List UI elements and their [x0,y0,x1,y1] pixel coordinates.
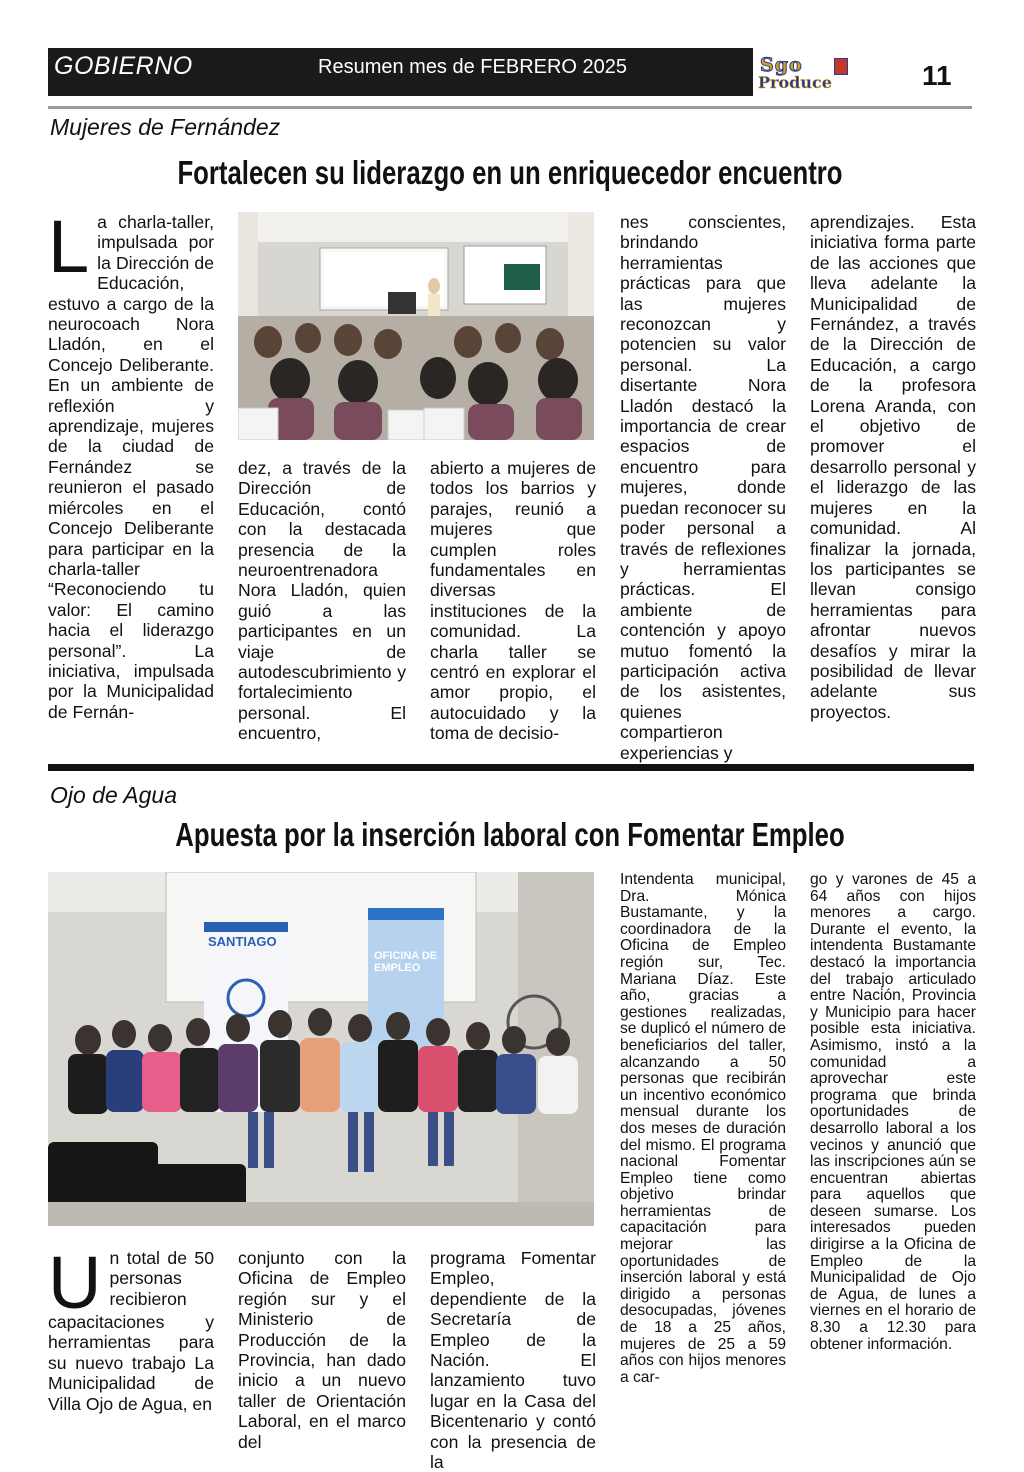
article2-column-5: go y varones de 45 a 64 años con hijos menores a cargo. Durante el evento, la intendenta Bustamante destacó la importancia del trabajo articulado entre Nación, Provincia y Municipio para hacer posible esta iniciativa. Asimismo, instó a la comunidad a aprovechar este programa que brinda oportunidades de desarrollo laboral a los vecinos y anunció que las inscripciones aún se encuentran abiertas para aquellos que deseen sumarse. Los interesados pueden dirigirse a la Oficina de Empleo de la Municipalidad de Ojo de Agua, de lunes a viernes en el horario de 8.30 a 12.30 para obtener información. [810,871,976,1353]
logo-flag-icon [834,58,848,75]
section-divider [48,764,974,771]
article1-drop-cap: L [48,205,90,288]
article1-col1-text: a charla-taller, impulsada por la Dirección de Educación, estuvo a cargo de la neurocoach Nora Lladón, en el Concejo Deliberante. En un ambiente de reflexión y aprendizaje, mujeres de la ciudad de Fernández se reunieron el pasado miércoles en el Concejo Deliberante para participar en la charla-taller “Reconociendo tu valor: El camino hacia el liderazgo personal”. La iniciativa, impulsada por la Municipalidad de Fernán- [48,212,214,722]
header-subtitle: Resumen mes de FEBRERO 2025 [318,56,628,78]
article2-kicker: Ojo de Agua [50,782,178,808]
article2-headline: Apuesta por la inserción laboral con Fomentar Empleo [175,816,845,853]
page-number: 11 [922,60,952,91]
banner-oficina-text: OFICINA DE EMPLEO [374,950,438,974]
article1-photo [238,212,594,440]
article1-column-5: aprendizajes. Esta iniciativa forma parte de las acciones que lleva adelante la Municipalidad de Fernández, a través de la Dirección de Educación, a cargo de la profesora Lorena Aranda, con el objetivo de promover el desarrollo personal y el liderazgo de las mujeres en la comunidad. Al finalizar la jornada, los participantes se llevan consigo herramientas para afrontar nuevos desafíos y mirar la posibilidad de llevar adelante sus proyectos. [810,212,976,722]
conference-room-image [238,212,594,440]
article1-kicker: Mujeres de Fernández [50,114,281,140]
article2-column-1 [48,1241,214,1414]
article1-column-1 [48,205,214,722]
article2-col1-text: n total de 50 personas recibieron capacitaciones y herramientas para su nuevo trabajo La Municipalidad de Villa Ojo de Agua, en [48,1248,214,1414]
article1-column-3: abierto a mujeres de todos los barrios y parajes, reunió a mujeres que cumplen roles fundamentales en diversas instituciones de la comunidad. La charla taller se centró en explorar el amor propio, el autocuidado y la toma de decisio- [430,458,596,744]
article1-column-4: nes conscientes, brindando herramientas prácticas para que las mujeres reconozcan y potencien su valor personal. La disertante Nora Lladón destacó la importancia de crear espacios de encuentro para mujeres, donde puedan reconocer su poder personal a través de reflexiones y herramientas prácticas. El ambiente de contención y apoyo mutuo fomentó la participación activa de los asistentes, quienes compartieron experiencias y [620,212,786,763]
sgo-produce-logo [758,54,898,92]
article2-column-2: conjunto con la Oficina de Empleo región sur y el Ministerio de Producción de la Provincia, han dado inicio a un nuevo taller de Orientación Laboral, en el marco del [238,1248,406,1452]
article2-drop-cap: U [48,1241,102,1324]
article2-photo [48,872,594,1226]
banner-santiago-text: SANTIAGO [208,934,277,949]
group-photo-image [48,872,594,1226]
header-rule [48,106,972,109]
logo-text-produce: Produce [758,73,832,92]
article1-column-2: dez, a través de la Dirección de Educación, contó con la destacada presencia de la neuroentrenadora Nora Lladón, quien guió a las participantes en un viaje de autodescubrimiento y fortalecimiento personal. El encuentro, [238,458,406,744]
article2-column-4: Intendenta municipal, Dra. Mónica Bustamante, y la coordinadora de la Oficina de Empleo región sur, Tec. Mariana Díaz. Este año, gracias a gestiones realizadas, se duplicó el número de beneficiarios del taller, alcanzando a 50 personas que recibirán un incentivo económico mensual durante los dos meses de duración del mismo. El programa nacional Fomentar Empleo tiene como objetivo brindar herramientas de capacitación para mejorar las oportunidades de inserción laboral y está dirigido a personas desocupadas, jóvenes de 18 a 25 años, mujeres de 25 a 59 años con hijos menores a car- [620,871,786,1386]
logo-text-sgo: Sgo [760,54,803,76]
section-label: GOBIERNO [54,52,193,80]
article2-column-3: programa Fomentar Empleo, dependiente de la Secretaría de Empleo de la Nación. El lanzamiento tuvo lugar en la Casa del Bicentenario y contó con la presencia de la [430,1248,596,1472]
article1-headline: Fortalecen su liderazgo en un enriquecedor encuentro [177,154,843,191]
